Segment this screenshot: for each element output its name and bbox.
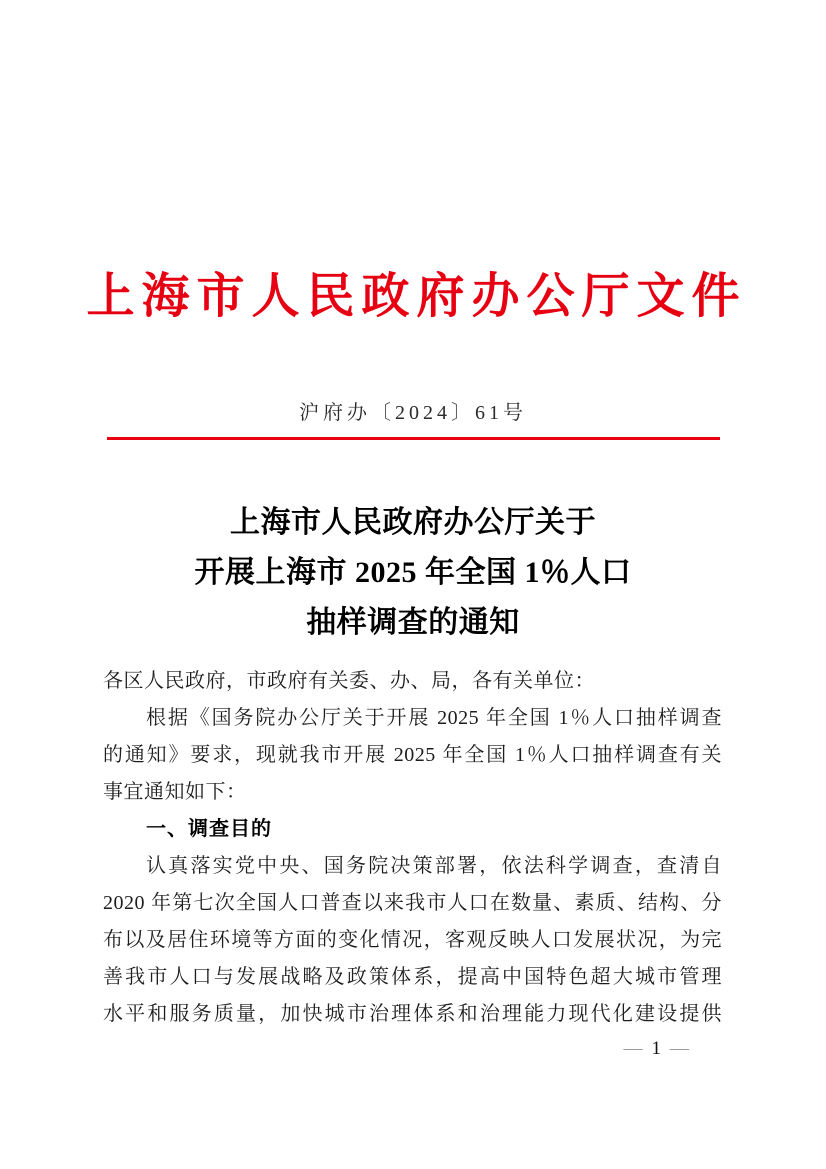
- body-line: 布以及居住环境等方面的变化情况，客观反映人口发展状况，为完: [103, 929, 722, 951]
- body-line-salutation: 各区人民政府，市政府有关委、办、局，各有关单位：: [103, 670, 595, 692]
- document-title: [0, 498, 826, 648]
- page-number-right-dash: —: [670, 1038, 689, 1059]
- document-number: 沪府办〔2024〕61号: [299, 402, 527, 424]
- body-line: 2020 年第七次全国人口普查以来我市人口在数量、素质、结构、分: [103, 892, 722, 914]
- red-divider-line: [107, 437, 720, 440]
- body-line: 认真落实党中央、国务院决策部署，依法科学调查，查清自: [146, 855, 722, 877]
- page-number-left-dash: —: [623, 1038, 643, 1059]
- document-title-line: 上海市人民政府办公厅关于: [230, 506, 596, 539]
- document-title-line: 抽样调查的通知: [306, 606, 520, 639]
- body-line: 水平和服务质量，加快城市治理体系和治理能力现代化建设提供: [103, 1003, 722, 1025]
- document-header-banner: 上海市人民政府办公厅文件: [86, 270, 747, 323]
- page-number-value: 1: [651, 1038, 661, 1059]
- page-number: [0, 1038, 826, 1060]
- body-line: 根据《国务院办公厅关于开展 2025 年全国 1％人口抽样调查: [146, 707, 722, 729]
- document-body: [0, 663, 826, 1033]
- body-line: 的通知》要求，现就我市开展 2025 年全国 1％人口抽样调查有关: [103, 744, 722, 766]
- section-heading-survey-purpose: 一、调查目的: [146, 818, 272, 840]
- body-line: 事宜通知如下：: [103, 781, 247, 803]
- document-title-line: 开展上海市 2025 年全国 1％人口: [194, 556, 632, 589]
- body-line: 善我市人口与发展战略及政策体系，提高中国特色超大城市管理: [103, 966, 722, 988]
